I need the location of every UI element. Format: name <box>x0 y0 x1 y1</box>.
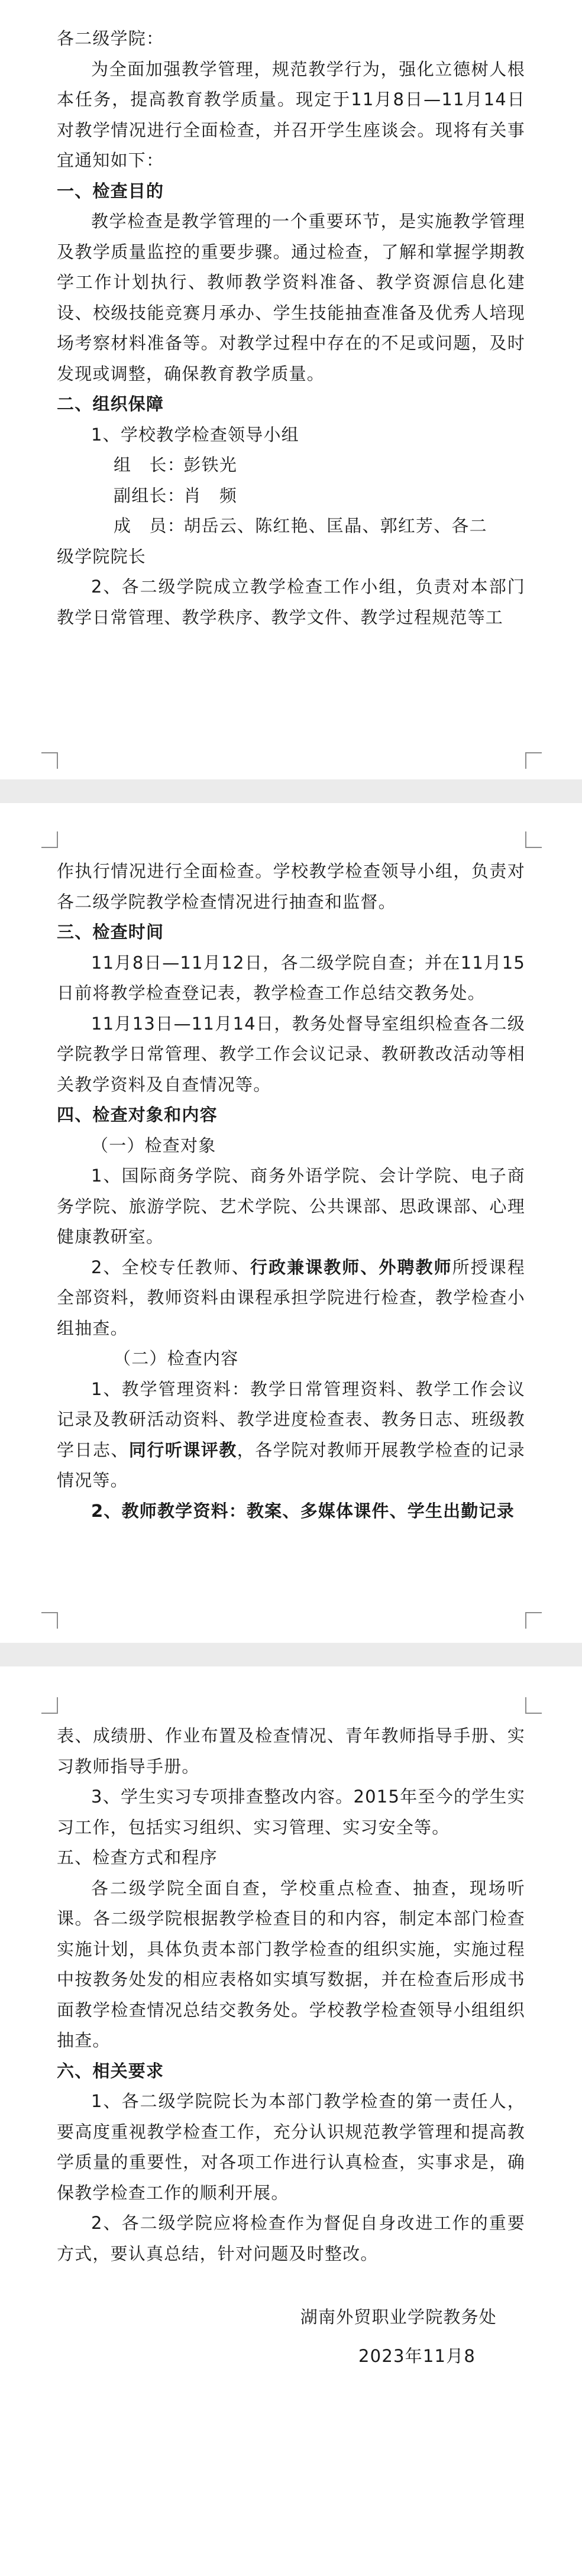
section-heading-organization: 二、组织保障 <box>57 394 164 414</box>
contents-item-2-continued: 表、成绩册、作业布置及检查情况、青年教师指导手册、实习教师指导手册。 <box>57 1726 525 1776</box>
salutation: 各二级学院： <box>57 28 164 48</box>
working-group-paragraph: 2、各二级学院成立教学检查工作小组，负责对本部门教学日常管理、教学秩序、教学文件、教学过程规范等工 <box>57 577 525 627</box>
contents-item-2: 2、教师教学资料：教案、多媒体课件、学生出勤记录 <box>91 1500 515 1521</box>
page-1-text <box>57 24 525 633</box>
margin-mark-top-left <box>41 1697 58 1714</box>
objects-item-1: 1、国际商务学院、商务外语学院、会计学院、电子商务学院、旅游学院、艺术学院、公共课部、思政课部、心理健康教研室。 <box>57 1166 525 1247</box>
time-paragraph-1: 11月8日—11月12日，各二级学院自查；并在11月15日前将教学检查登记表，教学检查工作总结交教务处。 <box>57 952 525 1003</box>
margin-mark-bottom-right <box>525 752 542 769</box>
leader-group-title: 1、学校教学检查领导小组 <box>91 424 299 445</box>
page-3-text <box>57 1721 525 2371</box>
member-label: 成 员： <box>114 516 185 536</box>
page-gap-2 <box>0 1643 582 1666</box>
subheading-objects: （一）检查对象 <box>91 1135 216 1156</box>
page-gap-1 <box>0 779 582 803</box>
deputy-label: 副组长： <box>114 485 185 506</box>
margin-mark-top-left <box>41 831 58 848</box>
time-paragraph-2: 11月13日—11月14日，教务处督导室组织检查各二级学院教学日常管理、教学工作会议记录、教研教改活动等相关教学资料及自查情况等。 <box>57 1013 525 1095</box>
requirement-1: 1、各二级学院院长为本部门教学检查的第一责任人，要高度重视教学检查工作，充分认识规范教学管理和提高教学质量的重要性，对各项工作进行认真检查，实事求是，确保教学检查工作的顺利开展。 <box>57 2091 525 2203</box>
contents-item-1-text-end: ，各学院对教师开展教学检查的记录情况等。 <box>57 1439 525 1490</box>
objects-item-2 <box>57 1253 525 1344</box>
leader-row <box>57 450 525 481</box>
requirement-2: 2、各二级学院应将检查作为督促自身改进工作的重要方式，要认真总结，针对问题及时整改。 <box>57 2213 525 2264</box>
intro-paragraph: 为全面加强教学管理，规范教学行为，强化立德树人根本任务，提高教育教学质量。现定于11月8日—11月14日对教学情况进行全面检查，并召开学生座谈会。现将有关事宜通知如下： <box>57 59 525 170</box>
contents-item-1-bold: 同行听课评教 <box>128 1439 237 1460</box>
signature-date: 2023年11月8 <box>358 2345 476 2366</box>
leader-label: 组 长： <box>114 455 185 475</box>
contents-item-1-text: 1、教学管理资料：教学日常管理资料、教学工作会议记录及教研活动资料、教学进度检查表、教务日志、班级教学日志、 <box>57 1378 525 1460</box>
objects-item-2-bold: 行政兼课教师、外聘教师 <box>250 1257 452 1277</box>
margin-mark-top-right <box>525 1697 542 1714</box>
margin-mark-bottom-left <box>41 1612 58 1629</box>
method-paragraph: 各二级学院全面自查，学校重点检查、抽查，现场听课。各二级学院根据教学检查目的和内容，制定本部门检查实施计划，具体负责本部门教学检查的组织实施，实施过程中按教务处发的相应表格如实填写数据，并在检查后形成书面教学检查情况总结交教务处。学校教学检查领导小组组织抽查。 <box>57 1878 525 2050</box>
page-2-text <box>57 856 525 1526</box>
margin-mark-bottom-right <box>525 1612 542 1629</box>
section-heading-method: 五、检查方式和程序 <box>57 1847 218 1868</box>
section-heading-time: 三、检查时间 <box>57 922 164 942</box>
purpose-paragraph: 教学检查是教学管理的一个重要环节，是实施教学管理及教学质量监控的重要步骤。通过检查，了解和掌握学期教学工作计划执行、教师教学资料准备、教学资源信息化建设、校级技能竞赛月承办、学生技能抽查准备及优秀人培现场考察材料准备等。对教学过程中存在的不足或问题，及时发现或调整，确保教育教学质量。 <box>57 211 525 384</box>
margin-mark-top-right <box>525 831 542 848</box>
objects-item-2-text-end: 所授课程全部资料，教师资料由课程承担学院进行检查，教学检查小组抽查。 <box>57 1257 525 1338</box>
margin-mark-bottom-left <box>41 752 58 769</box>
objects-item-2-text: 2、全校专任教师、 <box>91 1257 250 1277</box>
document-page-1 <box>0 0 582 779</box>
member-names-continued: 级学院院长 <box>57 546 147 567</box>
member-row <box>57 511 525 542</box>
document-page-3 <box>0 1666 582 2576</box>
section-heading-scope: 四、检查对象和内容 <box>57 1105 218 1125</box>
subheading-contents: （二）检查内容 <box>114 1348 239 1368</box>
signature-organization: 湖南外贸职业学院教务处 <box>300 2307 497 2327</box>
section-heading-purpose: 一、检查目的 <box>57 180 164 201</box>
deputy-row <box>57 481 525 512</box>
leader-name: 彭铁光 <box>183 455 238 475</box>
working-group-paragraph-continued: 作执行情况进行全面检查。学校教学检查领导小组，负责对各二级学院教学检查情况进行抽查和监督。 <box>57 861 525 912</box>
member-names: 胡岳云、陈红艳、匡晶、郭红芳、各二 <box>183 516 487 536</box>
contents-item-3: 3、学生实习专项排查整改内容。2015年至今的学生实习工作，包括实习组织、实习管理、实习安全等。 <box>57 1787 525 1837</box>
contents-item-1 <box>57 1374 525 1496</box>
section-heading-requirements: 六、相关要求 <box>57 2060 164 2081</box>
document-page-2 <box>0 803 582 1643</box>
deputy-name: 肖 频 <box>183 485 238 506</box>
